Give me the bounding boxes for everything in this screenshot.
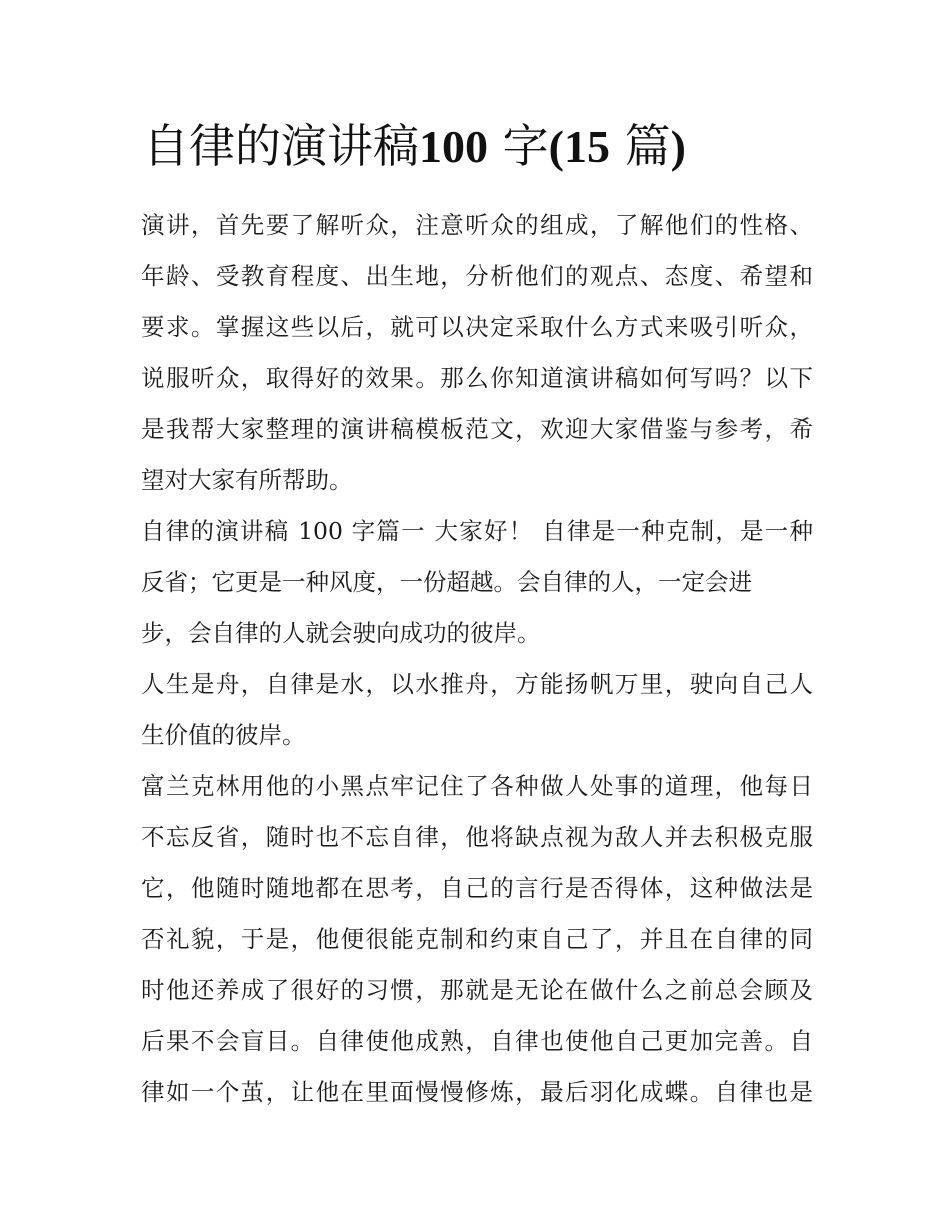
body-line: 反省；它更是一种风度，一份超越。会自律的人，一定会进 [141,568,752,596]
body-line: 年龄、受教育程度、出生地，分析他们的观点、态度、希望和 [141,262,813,290]
title-part: (15 [548,121,610,172]
document-title [143,118,686,175]
body-line: 生价值的彼岸。 [141,721,306,749]
body-line: 望对大家有所帮助。 [141,466,353,494]
body-line: 说服听众，取得好的效果。那么你知道演讲稿如何写吗？以下 [141,364,813,392]
title-part: ) [670,121,686,172]
body-line: 富兰克林用他的小黑点牢记住了各种做人处事的道理，他每日 [141,772,813,800]
title-part: 自律的演讲稿 [143,119,419,173]
body-line: 演讲，首先要了解听众，注意听众的组成，了解他们的性格、 [141,211,813,239]
body-line: 步，会自律的人就会驶向成功的彼岸。 [141,619,541,647]
body-line: 时他还养成了很好的习惯，那就是无论在做什么之前总会顾及 [141,976,813,1004]
title-part: 篇 [609,119,671,173]
body-line: 要求。掌握这些以后，就可以决定采取什么方式来吸引听众， [141,313,813,341]
title-part: 100 [419,121,488,172]
body-line: 否礼貌，于是，他便很能克制和约束自己了，并且在自律的同 [141,925,813,953]
body-line: 是我帮大家整理的演讲稿模板范文，欢迎大家借鉴与参考，希 [141,415,813,443]
body-line: 后果不会盲目。自律使他成熟，自律也使他自己更加完善。自 [141,1027,813,1055]
body-line: 它，他随时随地都在思考，自己的言行是否得体，这种做法是 [141,874,813,902]
body-line: 不忘反省，随时也不忘自律，他将缺点视为敌人并去积极克服 [141,823,813,851]
body-line: 人生是舟，自律是水，以水推舟，方能扬帆万里，驶向自己人 [141,670,813,698]
title-part: 字 [488,119,549,173]
body-line: 律如一个茧，让他在里面慢慢修炼，最后羽化成蝶。自律也是 [141,1078,813,1106]
body-line: 自律的演讲稿 100 字篇一 大家好！ 自律是一种克制，是一种 [141,517,813,545]
document-body [141,200,813,1118]
